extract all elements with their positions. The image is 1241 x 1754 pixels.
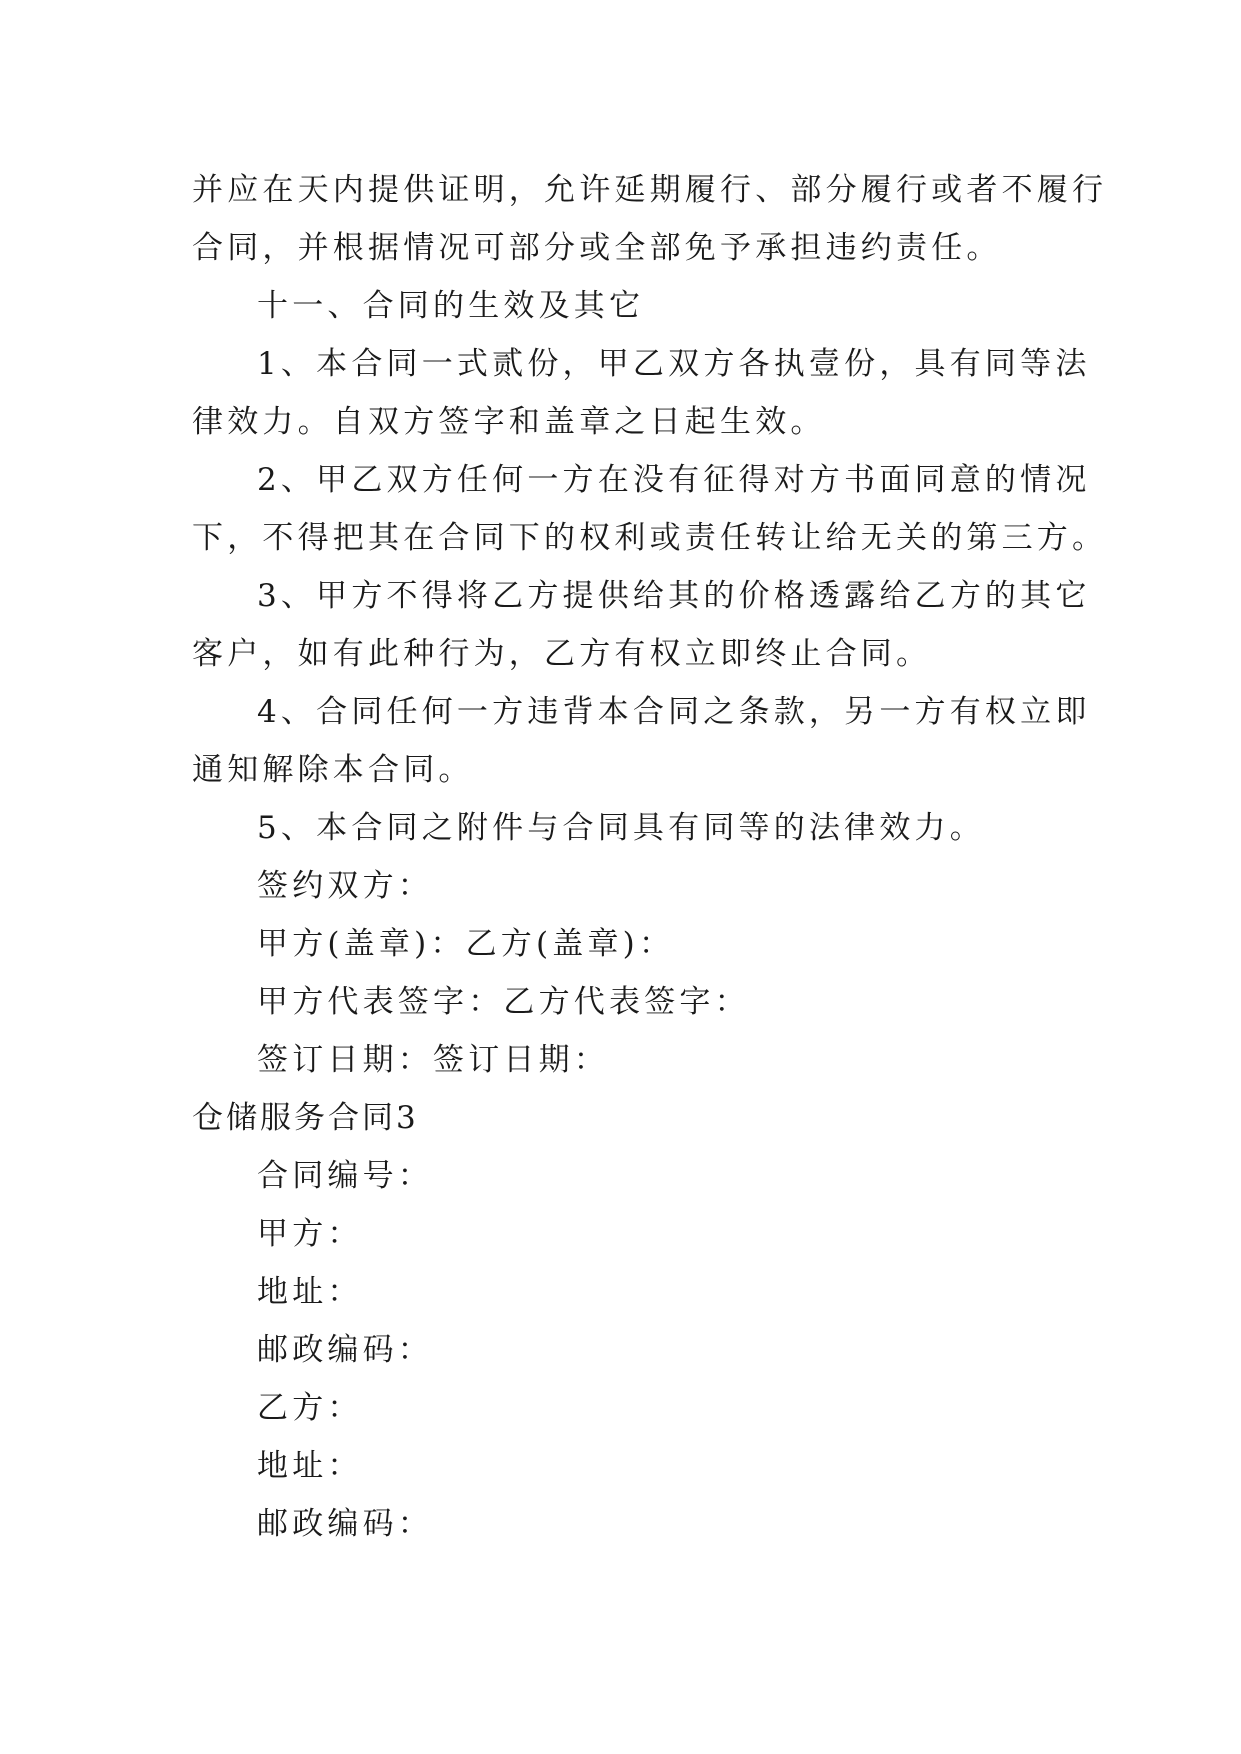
- paragraph-line: 并应在天内提供证明，允许延期履行、部分履行或者不履行: [192, 172, 1108, 208]
- clause-line: 1、本合同一式贰份，甲乙双方各执壹份，具有同等法: [257, 346, 1091, 382]
- contract-number-field: 合同编号：: [257, 1158, 433, 1194]
- clause-line: 2、甲乙双方任何一方在没有征得对方书面同意的情况: [257, 462, 1091, 498]
- seal-field: 甲方(盖章)：乙方(盖章)：: [257, 926, 675, 962]
- clause-line: 律效力。自双方签字和盖章之日起生效。: [192, 404, 826, 440]
- party-b-postcode-field: 邮政编码：: [257, 1506, 433, 1542]
- paragraph-line: 合同，并根据情况可部分或全部免予承担违约责任。: [192, 230, 1002, 266]
- clause-line: 5、本合同之附件与合同具有同等的法律效力。: [257, 810, 985, 846]
- party-a-address-field: 地址：: [257, 1274, 363, 1310]
- date-field: 签订日期：签订日期：: [257, 1042, 609, 1078]
- party-a-field: 甲方：: [257, 1216, 363, 1252]
- contract-title: 仓储服务合同3: [192, 1100, 419, 1136]
- clause-line: 客户，如有此种行为，乙方有权立即终止合同。: [192, 636, 932, 672]
- party-a-postcode-field: 邮政编码：: [257, 1332, 433, 1368]
- clause-line: 3、甲方不得将乙方提供给其的价格透露给乙方的其它: [257, 578, 1091, 614]
- clause-line: 通知解除本合同。: [192, 752, 474, 788]
- party-b-address-field: 地址：: [257, 1448, 363, 1484]
- document-body: [192, 161, 1108, 1553]
- section-heading: 十一、合同的生效及其它: [257, 288, 645, 324]
- signatories-label: 签约双方：: [257, 868, 433, 904]
- signature-field: 甲方代表签字：乙方代表签字：: [257, 984, 750, 1020]
- party-b-field: 乙方：: [257, 1390, 363, 1426]
- clause-line: 4、合同任何一方违背本合同之条款，另一方有权立即: [257, 694, 1091, 730]
- clause-line: 下，不得把其在合同下的权利或责任转让给无关的第三方。: [192, 520, 1108, 556]
